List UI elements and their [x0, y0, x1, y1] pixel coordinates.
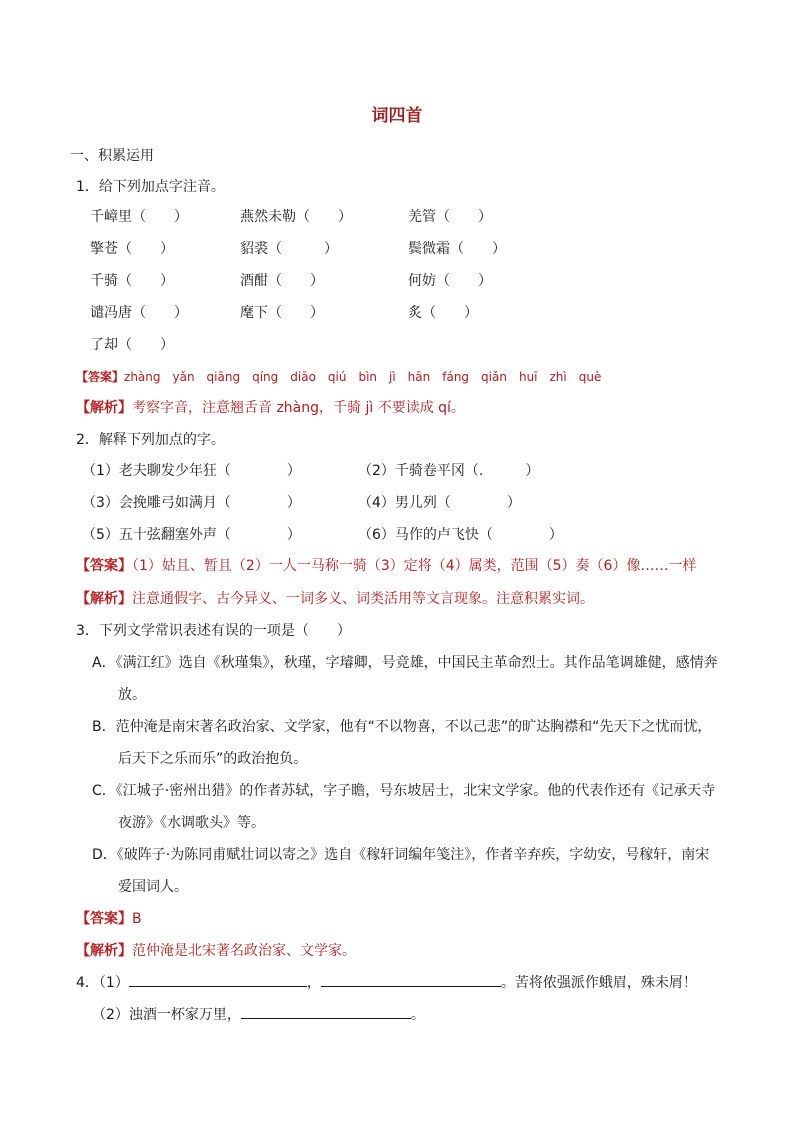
answer-tag: 【答案】	[76, 558, 132, 574]
q1-item: 燕然未勒（ ）	[240, 209, 352, 225]
analysis-text: 考察字音，注意翘舌音 zhàng，千骑 jì 不要读成 qí。	[132, 400, 465, 416]
q1-item: 貂裘（ ）	[240, 241, 338, 257]
q4-line-1-tail: 。苦将侬强派作蛾眉，殊未屑！	[500, 975, 697, 991]
section-heading: 一、积累运用	[70, 148, 154, 164]
q3-option-d-cont: 爱国词人。	[118, 879, 188, 895]
q2-answer	[76, 556, 696, 576]
q3-option-d: D．《破阵子·为陈同甫赋壮词以寄之》选自《稼轩词编年笺注》，作者辛弃疾，字幼安，号稼轩，南宋	[92, 847, 710, 863]
analysis-tag: 【解析】	[76, 591, 132, 607]
q1-item: 羌管（ ）	[408, 209, 492, 225]
question-4-line-2	[92, 1004, 425, 1025]
q1-item: 千骑（ ）	[90, 273, 174, 289]
q1-item: 了却（ ）	[90, 337, 174, 353]
question-2-stem: 2．解释下列加点的字。	[76, 432, 225, 448]
q3-option-a-cont: 放。	[118, 687, 146, 703]
answer-text: zhàng yǎn qiāng qíng diāo qiú bìn jì hān fáng qiǎn huī zhì què	[124, 370, 602, 384]
q3-option-b: B．范仲淹是南宋著名政治家、文学家，他有“不以物喜，不以己悲”的旷达胸襟和“先天下之忧而忧，	[92, 719, 712, 735]
q2-item: （3）会挽雕弓如满月（ ）	[82, 495, 301, 511]
fill-blank[interactable]	[129, 972, 307, 987]
q1-item: 擎苍（ ）	[90, 241, 174, 257]
q1-analysis	[76, 398, 465, 418]
fill-blank[interactable]	[241, 1004, 411, 1019]
q1-item: 炙（ ）	[408, 305, 478, 321]
analysis-tag: 【解析】	[76, 943, 132, 959]
q1-item: 谴冯唐（ ）	[90, 305, 188, 321]
q2-item: （6）马作的卢飞快（ ）	[358, 527, 563, 543]
q4-number: 4．（1）	[76, 975, 129, 991]
q3-option-a: A．《满江红》选自《秋瑾集》，秋瑾，字璿卿，号竞雄，中国民主革命烈士。其作品笔调雄健，感情奔	[92, 655, 718, 671]
answer-tag: 【答案】	[76, 370, 125, 384]
q3-option-c-cont: 夜游》《水调歌头》等。	[118, 815, 265, 831]
q2-item: （2）千骑卷平冈（. ）	[358, 463, 540, 479]
q2-item: （5）五十弦翻塞外声（ ）	[82, 527, 301, 543]
q4-line-2-tail: 。	[410, 1007, 425, 1023]
q3-option-b-cont: 后天下之乐而乐”的政治抱负。	[118, 751, 308, 767]
q1-answer	[76, 367, 601, 387]
analysis-tag: 【解析】	[76, 400, 132, 416]
answer-text: （1）姑且、暂且（2）一人一马称一骑（3）定将（4）属类，范围（5）奏（6）像……一样	[132, 558, 697, 574]
q1-item: 千嶂里（ ）	[90, 209, 188, 225]
answer-tag: 【答案】	[76, 911, 132, 927]
answer-text: B	[132, 911, 142, 927]
q1-item: 鬓微霜（ ）	[408, 241, 506, 257]
analysis-text: 范仲淹是北宋著名政治家、文学家。	[132, 943, 356, 959]
q2-item: （4）男儿列（ ）	[358, 495, 521, 511]
q3-answer	[76, 909, 142, 929]
q2-analysis	[76, 589, 594, 609]
question-1-stem: 1．给下列加点字注音。	[76, 179, 225, 195]
page-title: 词四首	[371, 106, 423, 126]
q4-separator: ，	[306, 975, 321, 991]
q2-item: （1）老夫聊发少年狂（ ）	[82, 463, 301, 479]
q4-line-2-head: （2）浊酒一杯家万里，	[92, 1007, 241, 1023]
q1-item: 麾下（ ）	[240, 305, 324, 321]
question-4-line-1	[76, 972, 697, 993]
q3-analysis	[76, 941, 356, 961]
question-3-stem: 3．下列文学常识表述有误的一项是（ ）	[76, 623, 351, 639]
fill-blank[interactable]	[321, 972, 501, 987]
q1-item: 何妨（ ）	[408, 273, 492, 289]
q1-item: 酒酣（ ）	[240, 273, 324, 289]
analysis-text: 注意通假字、古今异义、一词多义、词类活用等文言现象。注意积累实词。	[132, 591, 594, 607]
q3-option-c: C．《江城子·密州出猎》的作者苏轼，字子瞻，号东坡居士，北宋文学家。他的代表作还有《记承天寺	[92, 783, 716, 799]
